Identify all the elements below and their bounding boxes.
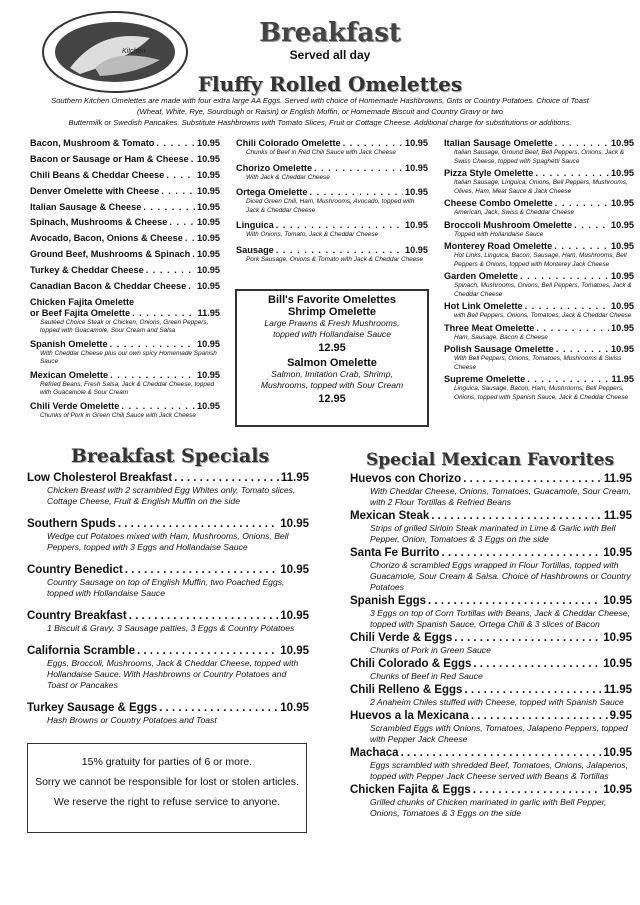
leader-dots — [185, 233, 195, 244]
leader-dots — [314, 163, 403, 174]
item-price: 10.95 — [611, 168, 634, 178]
menu-item-row — [444, 301, 634, 312]
item-name: Mexican Omelette — [30, 369, 109, 380]
leader-dots — [527, 374, 609, 385]
menu-item-row — [30, 249, 220, 260]
item-price: 10.95 — [611, 301, 634, 311]
leader-dots — [129, 609, 279, 623]
item-name: Garden Omelette — [444, 271, 519, 281]
omelettes-title: Fluffy Rolled Omelettes — [197, 72, 463, 96]
item-desc: With Jack & Cheddar Cheese — [246, 173, 330, 181]
leader-dots — [471, 709, 608, 723]
menu-item-row — [350, 509, 632, 523]
menu-item-row — [350, 683, 632, 697]
item-name: Country Benedict — [27, 564, 123, 576]
leader-dots — [174, 471, 279, 485]
favorite-name: Shrimp Omelette — [287, 306, 377, 318]
menu-item — [444, 168, 634, 196]
menu-item-row — [444, 241, 634, 252]
menu-item-row — [27, 701, 309, 715]
item-price: 10.95 — [197, 281, 220, 292]
menu-item-row — [444, 374, 634, 385]
leader-dots — [125, 563, 278, 577]
menu-item — [350, 631, 632, 656]
item-desc: Country Sausage on top of English Muffin, two Poached Eggs, topped with Hollandaise Sauce — [47, 577, 285, 598]
item-desc: Scrambled Eggs with Onions, Tomatoes, Jalapeno Peppers, topped with Pepper Jack Cheese — [370, 723, 628, 744]
menu-item — [30, 170, 220, 181]
item-desc: with Bell Peppers, Onions, Tomatoes, Jack & Cheddar Cheese — [454, 312, 632, 319]
page-title: Breakfast — [259, 18, 401, 48]
menu-item — [350, 509, 632, 545]
item-price: 10.95 — [603, 547, 632, 559]
notice-box — [27, 743, 307, 833]
menu-item-row — [27, 644, 309, 658]
leader-dots — [132, 308, 195, 319]
item-name: Turkey & Cheddar Cheese — [30, 265, 144, 276]
leader-dots — [309, 187, 403, 198]
item-name: Italian Sausage & Cheese — [30, 201, 142, 212]
leader-dots — [556, 344, 609, 355]
menu-item-row — [30, 308, 220, 319]
menu-item-row — [444, 198, 634, 209]
item-price: 10.95 — [405, 244, 428, 255]
item-price: 11.95 — [197, 307, 220, 318]
item-desc: Eggs, Broccoli, Mushrooms, Jack & Cheddar Cheese, topped with Hollandaise Sauce. With Hashbrowns or Country Potatoes and Toast or Pancakes — [47, 658, 299, 690]
item-name: Mexican Steak — [350, 510, 430, 522]
item-name: Ground Beef, Mushrooms & Spinach — [30, 249, 191, 260]
intro-line: (Wheat, White, Rye, Sourdough or Raisin) or English Muffin, or Homemade Biscuit and Country Gravy or two — [137, 107, 503, 116]
menu-item — [444, 138, 634, 166]
item-name: Spanish Omelette — [30, 338, 108, 349]
item-desc: 1 Biscuit & Gravy, 3 Sausage patties, 3 Eggs & Country Potatoes — [47, 623, 295, 633]
item-price: 9.95 — [609, 710, 632, 722]
menu-item-row — [236, 138, 428, 149]
menu-item-row — [350, 657, 632, 671]
notice-gratuity: 15% gratuity for parties of 6 or more. — [81, 756, 253, 768]
favorite-price: 12.95 — [318, 342, 346, 354]
item-desc: Chunks of Beef in Red Chili Sauce with Jack Cheese — [246, 149, 396, 156]
item-price: 11.95 — [603, 510, 632, 522]
leader-dots — [110, 339, 195, 350]
item-price: 10.95 — [405, 187, 428, 197]
menu-item — [30, 401, 220, 421]
leader-dots — [192, 249, 195, 260]
menu-item-row — [30, 281, 220, 292]
leader-dots — [401, 746, 602, 760]
logo-text: Kitchen — [122, 48, 146, 55]
item-name: Italian Sausage Omelette — [444, 138, 553, 148]
item-desc: Refried Beans, Fresh Salsa, Jack & Cheddar Cheese, topped with Guacamole & Sour Cream — [40, 380, 215, 397]
item-price: 10.95 — [603, 784, 632, 796]
menu-item — [27, 701, 309, 726]
menu-item — [350, 783, 632, 819]
menu-item — [30, 154, 220, 165]
item-desc: Strips of grilled Sirloin Steak marinated in Lime & Garlic with Bell Pepper, Onion, Tomatoes & 3 Eggs on the side — [370, 523, 616, 544]
item-price: 11.95 — [611, 374, 634, 384]
menu-item — [350, 657, 632, 682]
menu-item-row — [350, 746, 632, 760]
mexican-list — [350, 472, 632, 820]
menu-item — [27, 563, 309, 599]
item-price: 10.95 — [611, 219, 634, 230]
menu-item-row — [27, 563, 309, 577]
menu-item — [444, 198, 634, 218]
item-price: 10.95 — [603, 632, 632, 644]
item-desc: Linguica, Sausage, Bacon, Ham, Mushrooms, Bell Peppers, Onions, topped with Spanish Sauce, Jack & Cheddar Cheese — [454, 385, 629, 401]
item-desc: Sautéed Choice Steak or Chicken, Onions, Green Peppers, topped with Guacamole, Sour Cream and Salsa — [40, 318, 209, 335]
item-price: 10.95 — [405, 162, 428, 173]
menu-item — [30, 217, 220, 228]
menu-item — [236, 138, 428, 158]
leader-dots — [118, 517, 278, 531]
menu-item — [30, 370, 220, 398]
leader-dots — [535, 168, 609, 179]
menu-item-row — [350, 594, 632, 608]
item-price: 10.95 — [280, 645, 309, 657]
leader-dots — [276, 245, 403, 256]
menu-item-row — [236, 187, 428, 198]
item-name: Three Meat Omelette — [444, 322, 535, 333]
item-price: 10.95 — [611, 138, 634, 148]
menu-item — [444, 220, 634, 240]
item-price: 10.95 — [197, 201, 220, 212]
item-desc: Hash Browns or Country Potatoes and Toast — [47, 715, 217, 725]
menu-item — [30, 265, 220, 276]
menu-item-row — [30, 186, 220, 197]
menu-item — [444, 323, 634, 343]
item-name: Machaca — [350, 747, 399, 759]
leader-dots — [473, 783, 601, 797]
item-name: Bacon or Sausage or Ham & Cheese — [30, 153, 189, 164]
leader-dots — [520, 271, 609, 282]
leader-dots — [191, 154, 195, 165]
leader-dots — [156, 138, 195, 149]
item-name: Linguica — [236, 220, 274, 230]
item-name: Spanish Eggs — [350, 595, 427, 607]
item-desc: 3 Eggs on top of Corn Tortillas with Beans, Jack & Cheddar Cheese, topped with Spanish Sauce, Ortega Chili & 3 slices of Bacon — [370, 608, 631, 629]
item-desc: Diced Green Chili, Ham, Mushrooms, Avocado, topped with Jack & Cheddar Cheese — [246, 198, 415, 214]
menu-item — [444, 374, 634, 402]
item-price: 10.95 — [280, 564, 309, 576]
item-name: Hot Link Omelette — [444, 301, 523, 311]
item-desc: Hot Links, Linguica, Bacon, Sausage, Ham, Mushrooms, Bell Peppers & Onions, topped with Monterey Jack Cheese — [454, 252, 627, 268]
leader-dots — [146, 265, 195, 276]
item-price: 10.95 — [197, 338, 220, 349]
item-price: 11.95 — [603, 684, 632, 696]
item-name: Sausage — [236, 244, 274, 255]
menu-item — [350, 746, 632, 782]
leader-dots — [536, 323, 609, 334]
item-name: Chili Relleno & Eggs — [350, 684, 463, 696]
item-price: 10.95 — [197, 233, 220, 244]
item-price: 10.95 — [280, 702, 309, 714]
item-desc: Wedge cut Potatoes mixed with Ham, Mushrooms, Onions, Bell Peppers, topped with 3 Eggs and Hollandaise Sauce — [47, 531, 289, 552]
item-name: California Scramble — [27, 645, 136, 657]
item-price: 11.95 — [603, 473, 632, 485]
item-desc: Eggs scrambled with shredded Beef, Tomatoes, Onions, Jalapenos, topped with Pepper Jack Cheese served with Beans & Tortillas — [370, 760, 629, 781]
menu-item — [30, 138, 220, 149]
item-name: Chorizo Omelette — [236, 162, 313, 173]
item-name: Chili Verde & Eggs — [350, 632, 453, 644]
item-name: Cheese Combo Omelette — [444, 198, 553, 208]
item-desc: Italian Sausage, Ground Beef, Bell Peppers, Onions, Jack & Swiss Cheese, topped with Spaghetti Sauce — [454, 149, 625, 165]
favorite-price: 12.95 — [318, 393, 346, 405]
item-price: 10.95 — [603, 658, 632, 670]
item-name: Ortega Omelette — [236, 187, 308, 197]
item-name: or Beef Fajita Omelette — [30, 307, 131, 318]
notice-lost: Sorry we cannot be responsible for lost or stolen articles. — [35, 776, 299, 788]
menu-item-row — [27, 609, 309, 623]
item-name: Chili Beans & Cheddar Cheese — [30, 169, 165, 180]
favorites-title: Bill's Favorite Omelettes — [268, 294, 396, 306]
item-desc: 2 Anaheim Chiles stuffed with Cheese, topped with Spanish Sauce — [370, 697, 624, 707]
item-name: Turkey Sausage & Eggs — [27, 702, 158, 714]
item-price: 10.95 — [197, 249, 220, 260]
menu-item-row — [30, 138, 220, 149]
menu-item — [30, 233, 220, 244]
menu-item-row — [30, 202, 220, 213]
menu-item-row — [444, 168, 634, 179]
item-price: 10.95 — [611, 241, 634, 251]
item-price: 10.95 — [197, 185, 220, 196]
item-desc: Topped with Hollandaise Sauce — [454, 230, 544, 238]
page-subtitle: Served all day — [289, 48, 371, 62]
menu-item — [350, 594, 632, 630]
menu-item — [30, 249, 220, 260]
favorites-box — [235, 289, 429, 427]
item-name: Chili Verde Omelette — [30, 400, 120, 411]
menu-item — [350, 683, 632, 708]
menu-item — [27, 517, 309, 553]
menu-item-row — [236, 163, 428, 174]
item-name: Huevos con Chorizo — [350, 473, 462, 485]
leader-dots — [441, 546, 601, 560]
item-price: 10.95 — [405, 138, 428, 148]
leader-dots — [166, 170, 195, 181]
item-desc: With Cheddar Cheese plus our own spicy Homemade Spanish Sauce — [40, 349, 217, 366]
leader-dots — [555, 198, 609, 209]
omelettes-intro — [20, 95, 620, 128]
leader-dots — [110, 370, 195, 381]
leader-dots — [161, 186, 195, 197]
favorite-desc: Large Prawns & Fresh Mushrooms, topped with Hollandaise Sauce — [264, 318, 400, 339]
leader-dots — [169, 217, 195, 228]
menu-item — [27, 609, 309, 634]
leader-dots — [137, 644, 278, 658]
item-price: 10.95 — [197, 400, 220, 411]
item-name: Chili Colorado & Eggs — [350, 658, 472, 670]
item-name: Canadian Bacon & Cheddar Cheese — [30, 281, 187, 292]
item-price: 10.95 — [405, 220, 428, 230]
item-price: 11.95 — [280, 472, 309, 484]
menu-item — [444, 241, 634, 269]
menu-item-row — [30, 170, 220, 181]
menu-item — [236, 187, 428, 215]
favorite-desc: Salmon, Imitation Crab, Shrimp, Mushrooms, topped with Sour Cream — [260, 369, 404, 390]
leader-dots — [574, 220, 609, 231]
item-price: 10.95 — [197, 153, 220, 164]
menu-item-row — [30, 217, 220, 228]
item-price: 10.95 — [197, 217, 220, 228]
menu-item — [350, 709, 632, 745]
item-price: 10.95 — [611, 271, 634, 281]
item-name: Country Breakfast — [27, 610, 127, 622]
menu-item-row — [27, 517, 309, 531]
notice-refuse: We reserve the right to refuse service to anyone. — [53, 796, 281, 808]
item-price: 10.95 — [280, 518, 309, 530]
item-price: 10.95 — [197, 138, 220, 148]
menu-item-row — [444, 271, 634, 282]
item-name: Monterey Road Omelette — [444, 241, 553, 251]
item-name: Broccoli Mushroom Omelette — [444, 219, 573, 230]
menu-item — [30, 186, 220, 197]
item-desc: American, Jack, Swiss & Cheddar Cheese — [454, 209, 575, 216]
menu-item-row — [444, 138, 634, 149]
menu-item — [444, 271, 634, 299]
specials-title: Breakfast Specials — [70, 445, 270, 467]
leader-dots — [428, 594, 601, 608]
item-desc: Chunks of Pork in Green Chili Sauce with Jack Cheese — [40, 411, 196, 419]
menu-item — [30, 297, 220, 336]
item-name: Low Cholesterol Breakfast — [27, 472, 173, 484]
intro-line: Buttermilk or Swedish Pancakes. Substitute Hashbrowns with Tomato Slices, Fruit or Cottage Cheese. Additional charge for substitutions or additions. — [68, 118, 572, 127]
menu-item — [444, 344, 634, 372]
menu-item — [444, 301, 634, 321]
item-name: Denver Omelette with Cheese — [30, 185, 160, 196]
item-price: 10.95 — [611, 322, 634, 333]
menu-item-row — [30, 339, 220, 350]
menu-item — [236, 220, 428, 240]
leader-dots — [464, 683, 601, 697]
item-name: Huevos a la Mexicana — [350, 710, 469, 722]
menu-item-row — [350, 472, 632, 486]
item-price: 10.95 — [611, 344, 634, 354]
leader-dots — [454, 631, 601, 645]
leader-dots — [121, 401, 195, 412]
leader-dots — [473, 657, 601, 671]
favorite-name: Salmon Omelette — [287, 357, 377, 369]
omelette-column-3 — [444, 138, 634, 404]
leader-dots — [159, 701, 278, 715]
menu-item-row — [30, 370, 220, 381]
leader-dots — [463, 472, 602, 486]
item-price: 10.95 — [197, 265, 220, 276]
item-name: Chicken Fajita Omelette — [30, 296, 135, 307]
leader-dots — [525, 301, 609, 312]
menu-item-row — [350, 709, 632, 723]
item-name: Polish Sausage Omelette — [444, 344, 554, 354]
menu-item-row — [350, 783, 632, 797]
item-desc: Grilled chunks of Chicken marinated in garlic with Bell Pepper, Onions, Tomatoes & 3 Eggs on the side — [370, 797, 607, 818]
omelette-column-2 — [236, 138, 428, 269]
item-price: 10.95 — [280, 610, 309, 622]
item-name: Supreme Omelette — [444, 374, 526, 384]
item-desc: With Bell Peppers, Onions, Tomatoes, Mushrooms & Swiss Cheese — [454, 355, 622, 371]
item-name: Avocado, Bacon, Onions & Cheese — [30, 233, 183, 244]
menu-item — [30, 281, 220, 292]
item-name: Spinach, Mushrooms & Cheese — [30, 217, 168, 228]
item-price: 10.95 — [611, 198, 634, 208]
menu-item-row — [444, 323, 634, 334]
menu-item-row — [444, 344, 634, 355]
menu-item-name — [30, 297, 220, 308]
leader-dots — [276, 220, 403, 231]
item-name: Santa Fe Burrito — [350, 547, 440, 559]
leader-dots — [554, 241, 609, 252]
menu-item — [30, 339, 220, 367]
omelette-column-1 — [30, 138, 220, 423]
specials-list — [27, 471, 309, 736]
item-price: 10.95 — [603, 595, 632, 607]
leader-dots — [143, 202, 195, 213]
menu-item-row — [236, 220, 428, 231]
leader-dots — [343, 138, 403, 149]
menu-item-row — [27, 471, 309, 485]
item-desc: Ham, Sausage, Bacon & Cheese — [454, 333, 548, 341]
menu-item-row — [236, 245, 428, 256]
menu-item-row — [30, 401, 220, 412]
item-name: Southern Spuds — [27, 518, 116, 530]
item-name: Pizza Style Omelette — [444, 168, 534, 178]
menu-item-row — [350, 546, 632, 560]
menu-item — [27, 644, 309, 691]
item-desc: Spinach, Mushrooms, Onions, Bell Peppers, Tomatoes, Jack & Cheddar Cheese — [454, 282, 632, 298]
item-price: 10.95 — [197, 369, 220, 380]
item-desc: Chunks of Beef in Red Sauce — [370, 671, 483, 681]
item-desc: Chorizo & scrambled Eggs wrapped in Flour Tortillas, topped with Guacamole, Sour Cream & Salsa. Choice of Hashbrowns or Country Potatoes — [370, 560, 631, 592]
intro-line: Southern Kitchen Omelettes are made with four extra large AA Eggs. Served with choice of Homemade Hashbrowns, Grits or Country Potatoes. Choice of Toast — [51, 96, 589, 105]
leader-dots — [555, 138, 609, 149]
item-name: Chicken Fajita & Eggs — [350, 784, 471, 796]
item-price: 10.95 — [197, 169, 220, 180]
item-desc: Pork Sausage, Onions & Tomato with Jack & Cheddar Cheese — [246, 255, 424, 263]
item-desc: With Cheddar Cheese, Onions, Tomatoes, Guacamole, Sour Cream, with 2 Flour Tortillas & Refried Beans — [370, 486, 631, 507]
item-name: Bacon, Mushroom & Tomato — [30, 138, 155, 148]
menu-item-row — [350, 631, 632, 645]
menu-item — [236, 245, 428, 265]
mexican-title: Special Mexican Favorites — [365, 450, 615, 470]
menu-item — [350, 546, 632, 593]
menu-item-row — [30, 154, 220, 165]
item-desc: Chicken Breast with 2 scrambled Egg Whites only, Tomato slices, Cottage Cheese, Fruit & English Muffin on the side — [47, 485, 296, 506]
item-desc: Chunks of Pork in Green Sauce — [370, 645, 491, 655]
leader-dots — [431, 509, 602, 523]
item-desc: Italian Sausage, Linguica, Onions, Bell Peppers, Mushrooms, Olives, Ham, Meat Sauce & Jack Cheese — [454, 179, 628, 195]
menu-item — [27, 471, 309, 507]
menu-item-row — [30, 265, 220, 276]
item-price: 10.95 — [603, 747, 632, 759]
menu-item — [30, 202, 220, 213]
menu-item-row — [30, 233, 220, 244]
menu-item — [236, 163, 428, 183]
menu-item — [350, 472, 632, 508]
leader-dots — [188, 281, 195, 292]
item-desc: With Onions, Tomato, Jack & Cheddar Cheese — [246, 231, 379, 238]
menu-item-row — [444, 220, 634, 231]
item-name: Chili Colorado Omelette — [236, 138, 341, 148]
